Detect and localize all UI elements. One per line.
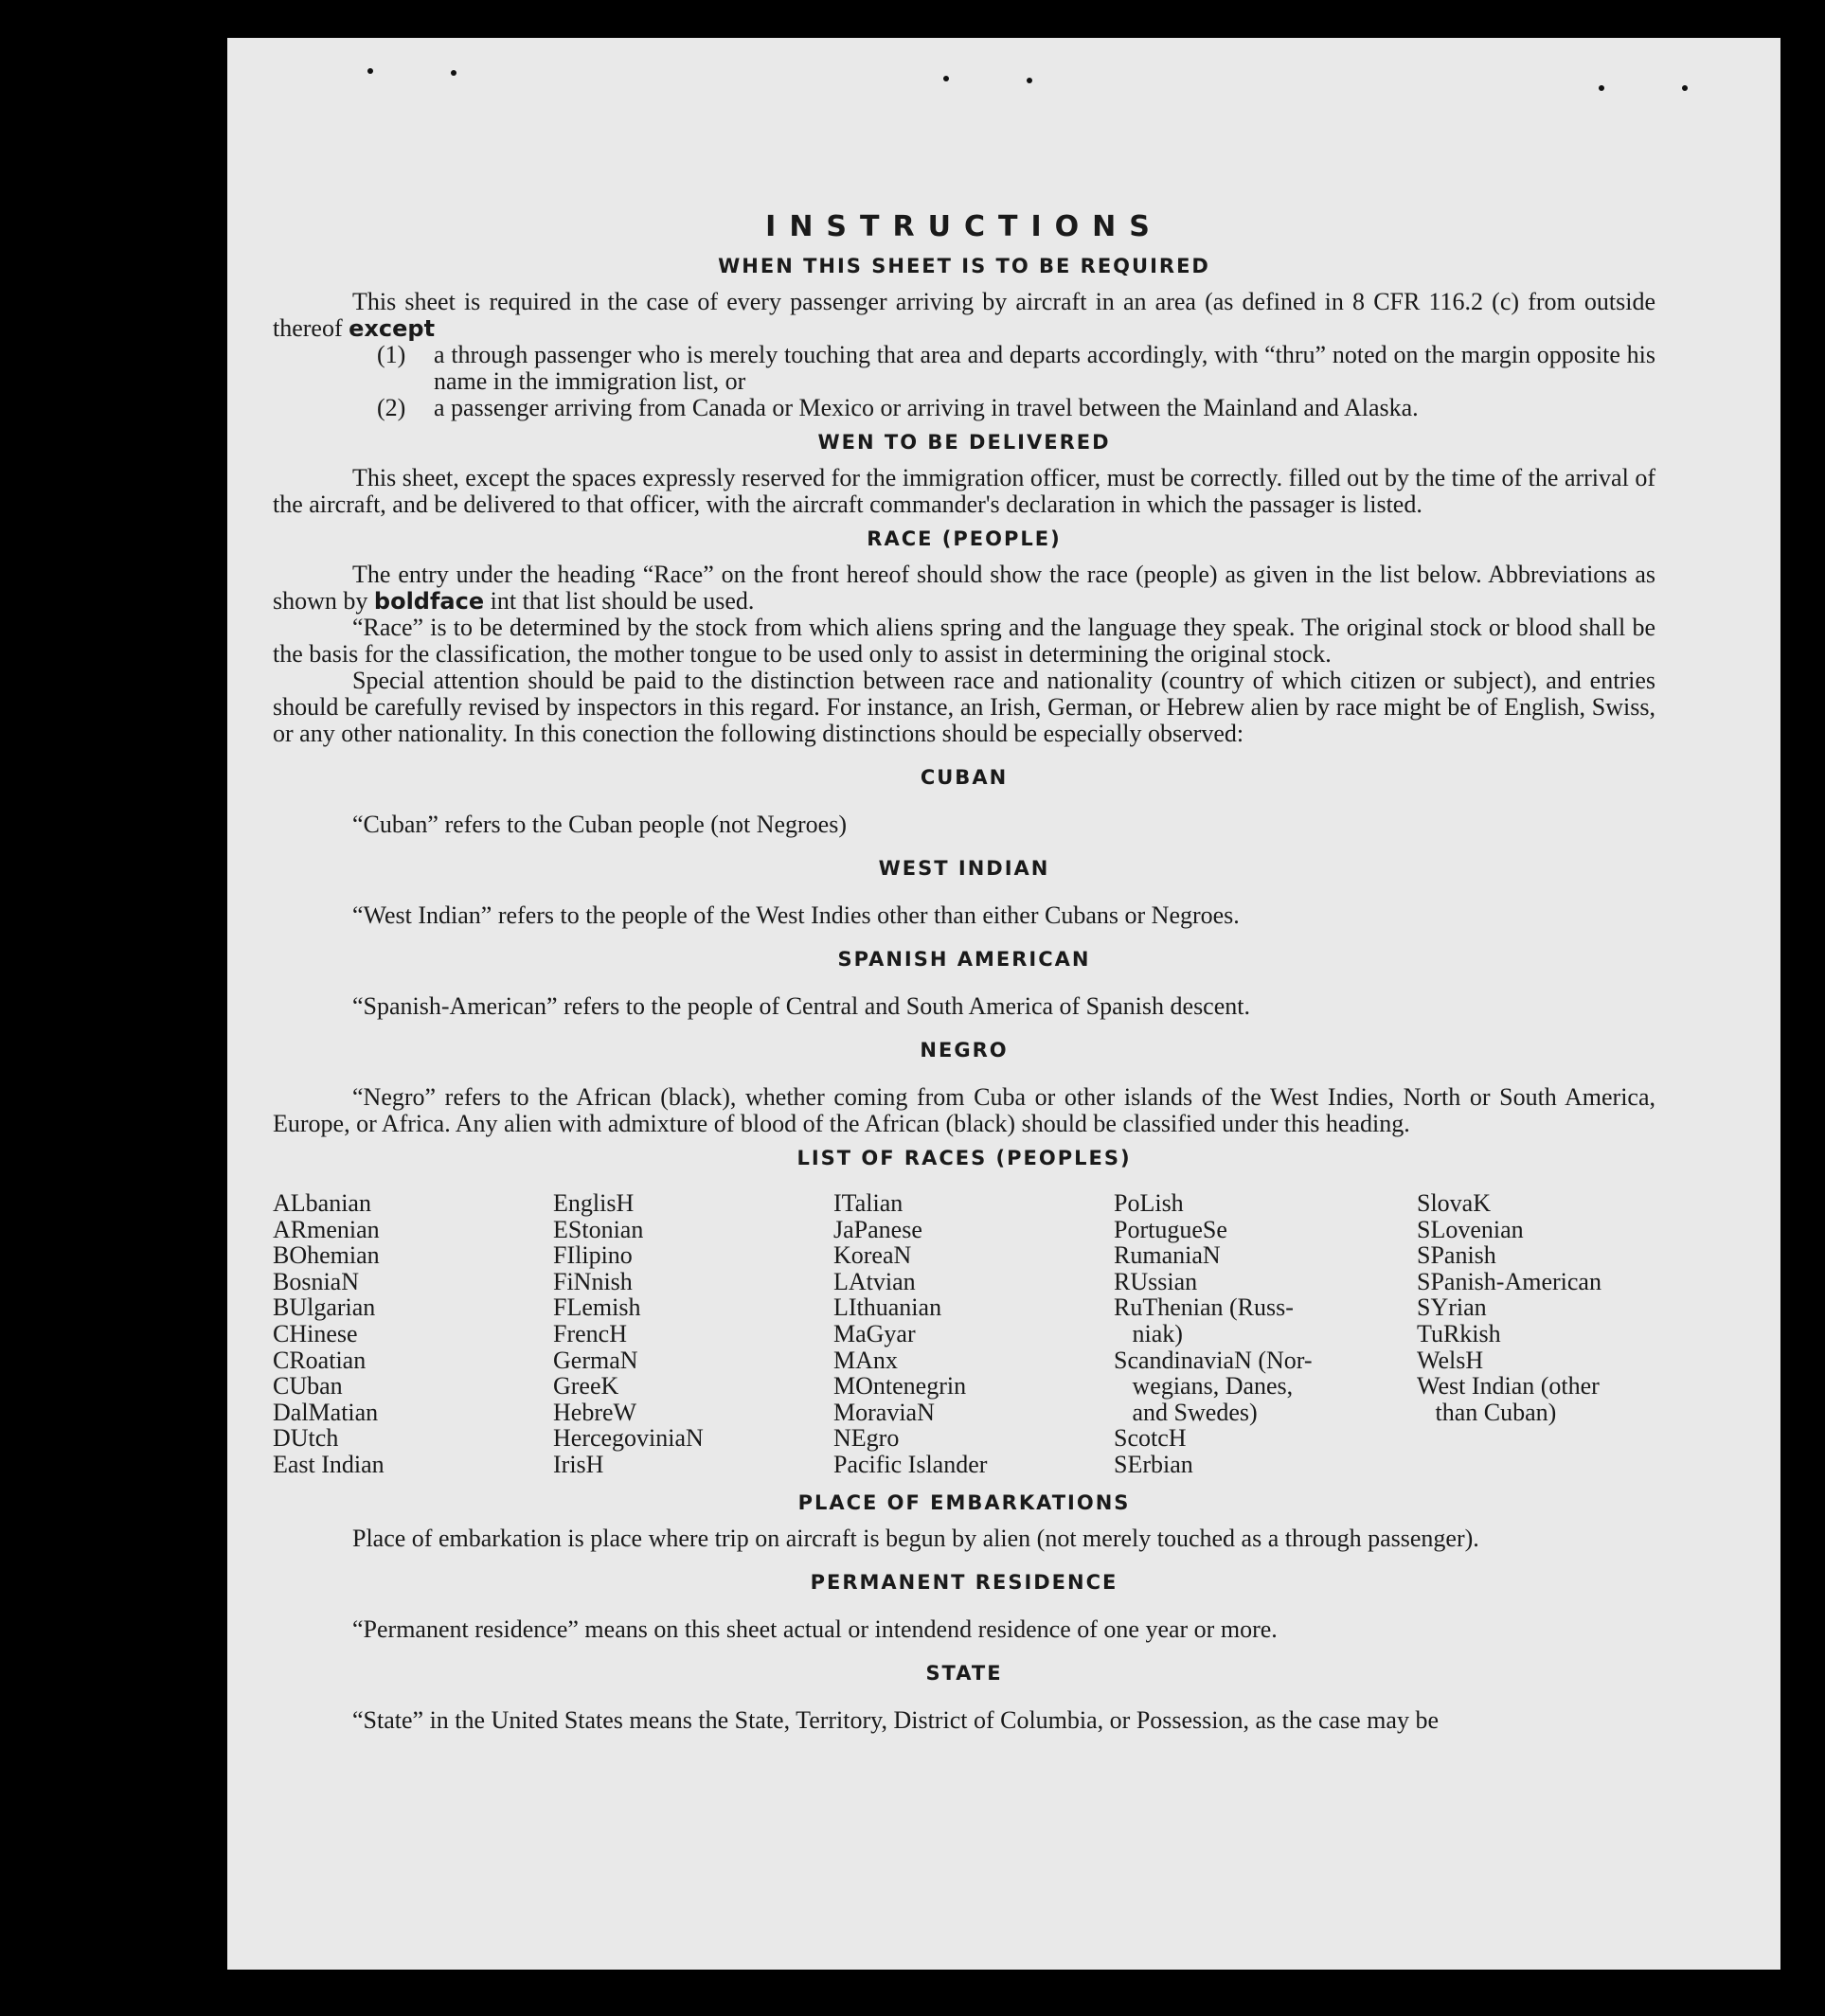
race-text-a: The entry under the heading “Race” on the front hereof should show the race (people) as given in the list below. Abbreviations as shown by — [273, 561, 1655, 615]
list-item — [377, 342, 1655, 395]
race-item: JaPanese — [833, 1215, 922, 1243]
punch-mark — [1599, 85, 1604, 91]
race-item: EnglisH — [553, 1189, 635, 1217]
residence-paragraph: “Permanent residence” means on this sheet actual or intendend residence of one year or more. — [352, 1615, 1278, 1643]
list-item-number: (2) — [377, 394, 406, 421]
punch-mark — [1682, 85, 1688, 91]
race-item: FrencH — [553, 1319, 627, 1347]
list-item-text: a through passenger who is merely touching that area and departs accordingly, with “thru” noted on the margin opposite his name in the immigration list, or — [434, 341, 1655, 395]
race-item: BOhemian — [273, 1241, 380, 1270]
race-item: GermaN — [553, 1346, 638, 1374]
section-heading-residence: PERMANENT RESIDENCE — [810, 1570, 1118, 1594]
embarkation-paragraph: Place of embarkation is place where trip on aircraft is begun by alien (not merely touched as a through passenger). — [352, 1524, 1479, 1552]
section-heading-required: WHEN THIS SHEET IS TO BE REQUIRED — [718, 255, 1210, 277]
race-item: SLovenian — [1417, 1215, 1524, 1243]
section-heading-race: RACE (PEOPLE) — [867, 527, 1062, 550]
delivered-paragraph: This sheet, except the spaces expressly reserved for the immigration officer, must be correctly. filled out by the time of the arrival of the aircraft, and be delivered to that officer, with the aircraft commander's declaration in which the passager is listed. — [273, 464, 1655, 518]
race-paragraph-1 — [273, 562, 1655, 615]
race-item: ScotcH — [1114, 1424, 1187, 1453]
race-item: DUtch — [273, 1424, 339, 1453]
race-item: NEgro — [833, 1424, 900, 1453]
races-list — [273, 1190, 1655, 1478]
race-item: HebreW — [553, 1398, 637, 1426]
race-item: SPanish — [1417, 1241, 1496, 1270]
punch-mark — [367, 68, 373, 74]
race-text-b: int that list should be used. — [484, 587, 755, 615]
punch-mark — [451, 70, 456, 76]
race-item: SlovaK — [1417, 1189, 1491, 1217]
section-heading-embarkation: PLACE OF EMBARKATIONS — [797, 1490, 1131, 1514]
race-item: KoreaN — [833, 1241, 912, 1270]
state-paragraph: “State” in the United States means the State, Territory, District of Columbia, or Possession, as the case may be — [352, 1705, 1439, 1734]
list-item — [377, 395, 1655, 421]
race-item: niak) — [1114, 1319, 1183, 1347]
section-heading-west-indian: WEST INDIAN — [878, 857, 1050, 880]
list-item-text: a passenger arriving from Canada or Mexico or arriving in travel between the Mainland and Alaska. — [434, 394, 1419, 421]
race-item: ARmenian — [273, 1215, 380, 1243]
page-title: INSTRUCTIONS — [765, 210, 1163, 243]
race-item: ScandinaviaN (Nor- — [1114, 1346, 1313, 1374]
race-item: SPanish-American — [1417, 1267, 1601, 1295]
races-column — [1417, 1190, 1663, 1478]
race-item: RumaniaN — [1114, 1241, 1221, 1270]
race-item: MaGyar — [833, 1319, 916, 1347]
race-item: ITalian — [833, 1189, 904, 1217]
race-item: FiNnish — [553, 1267, 633, 1295]
punch-mark — [1027, 78, 1032, 83]
race-boldface: boldface — [373, 588, 485, 615]
race-item: RuThenian (Russ- — [1114, 1293, 1294, 1322]
section-heading-state: STATE — [925, 1661, 1003, 1685]
race-item: CUban — [273, 1372, 343, 1400]
race-item: PoLish — [1114, 1189, 1184, 1217]
required-except: except — [349, 315, 436, 342]
section-heading-delivered: WEN TO BE DELIVERED — [817, 431, 1111, 454]
spanish-american-paragraph: “Spanish-American” refers to the people of Central and South America of Spanish descent. — [352, 992, 1250, 1020]
race-item: West Indian (other — [1417, 1372, 1600, 1400]
race-item: TuRkish — [1417, 1319, 1501, 1347]
races-column — [833, 1190, 1114, 1478]
races-column — [273, 1190, 553, 1478]
race-paragraph-3: Special attention should be paid to the distinction between race and nationality (country of which citizen or subject), and entries should be carefully revised by inspectors in this regard. For instance, an Irish, German, or Hebrew alien by race might be of English, Swiss, or any other nationality. In this conection the following distinctions should be especially observed: — [273, 667, 1655, 747]
race-item: East Indian — [273, 1450, 385, 1478]
race-item: MoraviaN — [833, 1398, 935, 1426]
race-item: FLemish — [553, 1293, 641, 1322]
race-item: and Swedes) — [1114, 1398, 1258, 1426]
race-item: SErbian — [1114, 1450, 1193, 1478]
section-heading-list-of-races: LIST OF RACES (PEOPLES) — [796, 1147, 1132, 1169]
punch-mark — [943, 76, 949, 81]
race-item: CRoatian — [273, 1346, 367, 1374]
race-item: FIlipino — [553, 1241, 633, 1270]
race-item: BUlgarian — [273, 1293, 376, 1322]
required-paragraph — [273, 289, 1655, 342]
race-item: MAnx — [833, 1346, 898, 1374]
document-body — [273, 210, 1655, 1734]
race-item: WelsH — [1417, 1346, 1484, 1374]
required-text: This sheet is required in the case of every passenger arriving by aircraft in an area (as defined in 8 CFR 116.2 (c) from outside thereof — [273, 288, 1655, 342]
races-column — [553, 1190, 833, 1478]
race-item: EStonian — [553, 1215, 644, 1243]
section-heading-cuban: CUBAN — [920, 766, 1009, 789]
negro-paragraph: “Negro” refers to the African (black), whether coming from Cuba or other islands of the West Indies, North or South America, Europe, or Africa. Any alien with admixture of blood of the African (black) should be classified under this heading. — [273, 1083, 1655, 1137]
section-heading-negro: NEGRO — [920, 1039, 1009, 1062]
document-sheet — [227, 38, 1780, 1970]
races-column — [1114, 1190, 1417, 1478]
race-item: SYrian — [1417, 1293, 1487, 1322]
race-item: BosniaN — [273, 1267, 359, 1295]
race-item: RUssian — [1114, 1267, 1198, 1295]
west-indian-paragraph: “West Indian” refers to the people of the West Indies other than either Cubans or Negroes. — [352, 901, 1240, 929]
race-item: wegians, Danes, — [1114, 1372, 1294, 1400]
race-item: HercegoviniaN — [553, 1424, 704, 1453]
race-item: GreeK — [553, 1372, 619, 1400]
race-item: MOntenegrin — [833, 1372, 967, 1400]
required-exceptions-list — [377, 342, 1655, 421]
race-item: LAtvian — [833, 1267, 916, 1295]
race-item: DalMatian — [273, 1398, 379, 1426]
race-item: LIthuanian — [833, 1293, 942, 1322]
list-item-number: (1) — [377, 341, 406, 368]
race-item: IrisH — [553, 1450, 604, 1478]
race-paragraph-2: “Race” is to be determined by the stock from which aliens spring and the language they speak. The original stock or blood shall be the basis for the classification, the mother tongue to be used only to assist in determining the original stock. — [273, 614, 1655, 668]
race-item: ALbanian — [273, 1189, 371, 1217]
race-item: than Cuban) — [1417, 1398, 1557, 1426]
cuban-paragraph: “Cuban” refers to the Cuban people (not Negroes) — [352, 811, 847, 838]
race-item: Pacific Islander — [833, 1450, 988, 1478]
race-item: CHinese — [273, 1319, 358, 1347]
section-heading-spanish-american: SPANISH AMERICAN — [837, 948, 1091, 971]
race-item: PortugueSe — [1114, 1215, 1227, 1243]
